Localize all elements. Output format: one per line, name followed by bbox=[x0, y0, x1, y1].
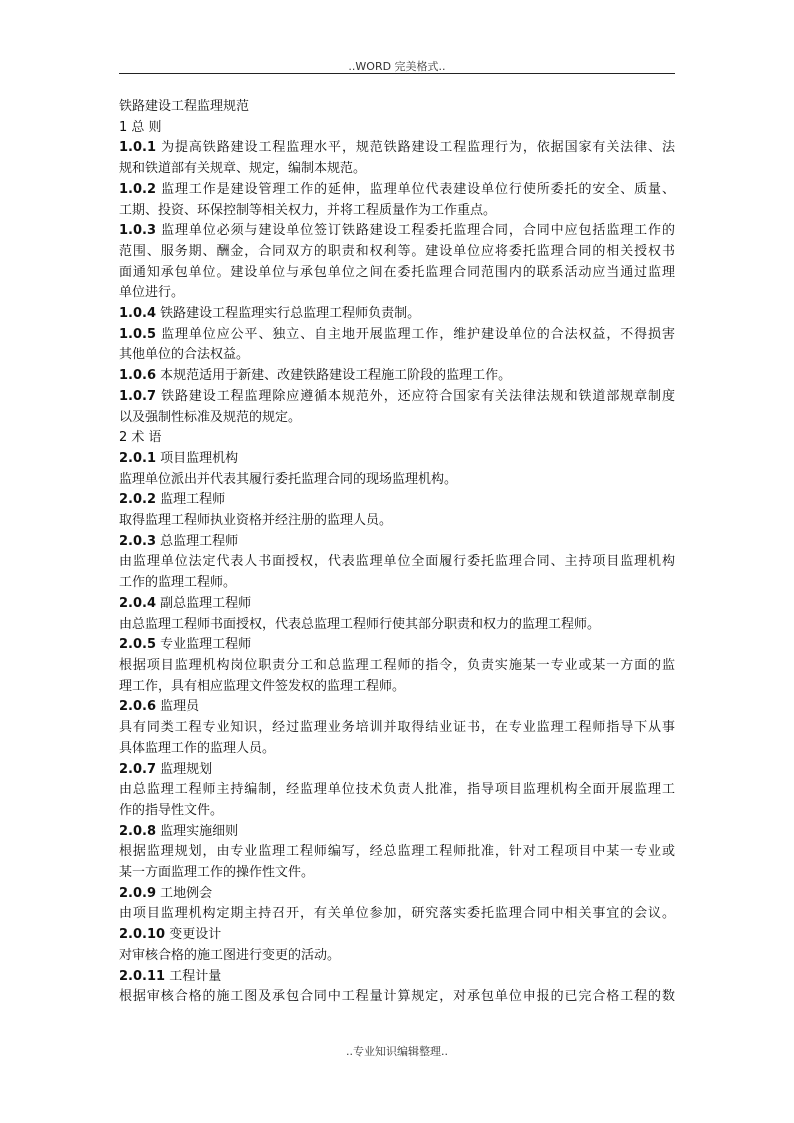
line-text: 本规范适用于新建、改建铁路建设工程施工阶段的监理工作。 bbox=[160, 368, 512, 384]
clause-number: 2.0.8 bbox=[119, 823, 157, 839]
line-text: 监理单位派出并代表其履行委托监理合同的现场监理机构。 bbox=[119, 471, 458, 487]
text-line bbox=[119, 842, 675, 863]
line-text: 单位进行。 bbox=[119, 285, 185, 301]
text-line bbox=[119, 428, 675, 449]
line-text: 变更设计 bbox=[169, 927, 222, 943]
text-line bbox=[119, 718, 675, 739]
clause-number: 1.0.7 bbox=[119, 388, 157, 404]
page-footer: ..专业知识编辑整理.. bbox=[346, 1045, 448, 1058]
line-text: 作的指导性文件。 bbox=[119, 802, 224, 818]
line-text: 具有同类工程专业知识，经过监理业务培训并取得结业证书，在专业监理工程师指导下从事 bbox=[119, 720, 675, 736]
clause-number: 2.0.3 bbox=[119, 533, 157, 549]
document-body bbox=[119, 97, 675, 1008]
clause-number: 1.0.6 bbox=[119, 368, 157, 384]
line-text: 根据审核合格的施工图及承包合同中工程量计算规定，对承包单位申报的已完合格工程的数 bbox=[119, 989, 675, 1005]
line-text: 监理工作是建设管理工作的延伸，监理单位代表建设单位行使所委托的安全、质量、 bbox=[161, 181, 675, 197]
line-text: 副总监理工程师 bbox=[160, 595, 252, 611]
line-text: 铁路建设工程监理规范 bbox=[119, 99, 250, 114]
text-line bbox=[119, 490, 675, 511]
text-line bbox=[119, 552, 675, 573]
clause-number: 1.0.4 bbox=[119, 306, 157, 322]
line-text: 由总监理工程师主持编制，经监理单位技术负责人批准，指导项目监理机构全面开展监理工 bbox=[119, 782, 675, 798]
line-text: 监理实施细则 bbox=[160, 823, 239, 839]
line-text: 1 总 则 bbox=[119, 119, 162, 135]
text-line bbox=[119, 739, 675, 760]
text-line bbox=[119, 677, 675, 698]
text-line bbox=[119, 408, 675, 429]
line-text: 其他单位的合法权益。 bbox=[119, 347, 250, 363]
text-line bbox=[119, 263, 675, 284]
text-line bbox=[119, 863, 675, 884]
line-text: 取得监理工程师执业资格并经注册的监理人员。 bbox=[119, 513, 393, 529]
text-line bbox=[119, 325, 675, 346]
line-text: 范围、服务期、酬金，合同双方的职责和权利等。建设单位应将委托监理合同的相关授权书 bbox=[119, 243, 675, 259]
page-header: ..WORD 完美格式.. bbox=[348, 60, 446, 73]
text-line bbox=[119, 615, 675, 636]
text-line bbox=[119, 511, 675, 532]
line-text: 监理单位必须与建设单位签订铁路建设工程委托监理合同，合同中应包括监理工作的 bbox=[161, 223, 675, 239]
clause-number: 2.0.1 bbox=[119, 450, 157, 466]
header-rule bbox=[119, 73, 675, 74]
clause-number: 2.0.7 bbox=[119, 761, 157, 777]
text-line bbox=[119, 201, 675, 222]
text-line bbox=[119, 904, 675, 925]
line-text: 根据监理规划，由专业监理工程师编写，经总监理工程师批准，针对工程项目中某一专业或 bbox=[119, 844, 675, 860]
line-text: 由监理单位法定代表人书面授权，代表监理单位全面履行委托监理合同、主持项目监理机构 bbox=[119, 554, 675, 570]
line-text: 工期、投资、环保控制等相关权力，并将工程质量作为工作重点。 bbox=[119, 202, 497, 218]
line-text: 对审核合格的施工图进行变更的活动。 bbox=[119, 947, 341, 963]
text-line bbox=[119, 387, 675, 408]
line-text: 2 术 语 bbox=[119, 430, 162, 446]
text-line bbox=[119, 283, 675, 304]
line-text: 以及强制性标准及规范的规定。 bbox=[119, 409, 302, 425]
text-line bbox=[119, 532, 675, 553]
text-line bbox=[119, 366, 675, 387]
clause-number: 1.0.3 bbox=[119, 223, 157, 239]
line-text: 面通知承包单位。建设单位与承包单位之间在委托监理合同范围内的联系活动应当通过监理 bbox=[119, 264, 675, 280]
text-line bbox=[119, 118, 675, 139]
line-text: 工作的监理工程师。 bbox=[119, 575, 237, 591]
line-text: 监理员 bbox=[160, 699, 200, 715]
text-line bbox=[119, 449, 675, 470]
text-line bbox=[119, 635, 675, 656]
line-text: 铁路建设工程监理实行总监理工程师负责制。 bbox=[160, 306, 421, 322]
line-text: 规和铁道部有关规章、规定，编制本规范。 bbox=[119, 161, 367, 177]
clause-number: 2.0.5 bbox=[119, 637, 157, 653]
line-text: 根据项目监理机构岗位职责分工和总监理工程师的指令，负责实施某一专业或某一方面的监 bbox=[119, 657, 675, 673]
clause-number: 2.0.6 bbox=[119, 699, 157, 715]
text-line bbox=[119, 946, 675, 967]
text-line bbox=[119, 138, 675, 159]
line-text: 某一方面监理工作的操作性文件。 bbox=[119, 865, 315, 881]
text-line bbox=[119, 656, 675, 677]
line-text: 具体监理工作的监理人员。 bbox=[119, 740, 276, 756]
text-line bbox=[119, 822, 675, 843]
text-line bbox=[119, 180, 675, 201]
clause-number: 2.0.10 bbox=[119, 927, 166, 943]
line-text: 监理规划 bbox=[160, 761, 213, 777]
clause-number: 1.0.5 bbox=[119, 326, 157, 342]
text-line bbox=[119, 987, 675, 1008]
text-line bbox=[119, 573, 675, 594]
text-line bbox=[119, 780, 675, 801]
text-line bbox=[119, 97, 675, 118]
text-line bbox=[119, 697, 675, 718]
line-text: 专业监理工程师 bbox=[160, 637, 252, 653]
text-line bbox=[119, 159, 675, 180]
line-text: 理工作，具有相应监理文件签发权的监理工程师。 bbox=[119, 678, 406, 694]
text-line bbox=[119, 304, 675, 325]
text-line bbox=[119, 470, 675, 491]
text-line bbox=[119, 801, 675, 822]
text-line bbox=[119, 242, 675, 263]
line-text: 项目监理机构 bbox=[160, 450, 239, 466]
line-text: 由总监理工程师书面授权，代表总监理工程师行使其部分职责和权力的监理工程师。 bbox=[119, 616, 601, 632]
line-text: 总监理工程师 bbox=[160, 533, 239, 549]
line-text: 监理单位应公平、独立、自主地开展监理工作，维护建设单位的合法权益，不得损害 bbox=[161, 326, 675, 342]
clause-number: 1.0.2 bbox=[119, 181, 157, 197]
clause-number: 2.0.4 bbox=[119, 595, 157, 611]
text-line bbox=[119, 221, 675, 242]
text-line bbox=[119, 925, 675, 946]
line-text: 为提高铁路建设工程监理水平，规范铁路建设工程监理行为，依据国家有关法律、法 bbox=[161, 140, 675, 156]
text-line bbox=[119, 967, 675, 988]
line-text: 由项目监理机构定期主持召开，有关单位参加，研究落实委托监理合同中相关事宜的会议。 bbox=[119, 906, 675, 922]
text-line bbox=[119, 760, 675, 781]
line-text: 监理工程师 bbox=[160, 492, 226, 508]
line-text: 工程计量 bbox=[169, 968, 222, 984]
text-line bbox=[119, 594, 675, 615]
clause-number: 1.0.1 bbox=[119, 140, 157, 156]
text-line bbox=[119, 345, 675, 366]
line-text: 工地例会 bbox=[160, 885, 213, 901]
line-text: 铁路建设工程监理除应遵循本规范外，还应符合国家有关法律法规和铁道部规章制度 bbox=[161, 388, 675, 404]
text-line bbox=[119, 884, 675, 905]
clause-number: 2.0.9 bbox=[119, 885, 157, 901]
clause-number: 2.0.11 bbox=[119, 968, 166, 984]
clause-number: 2.0.2 bbox=[119, 492, 157, 508]
